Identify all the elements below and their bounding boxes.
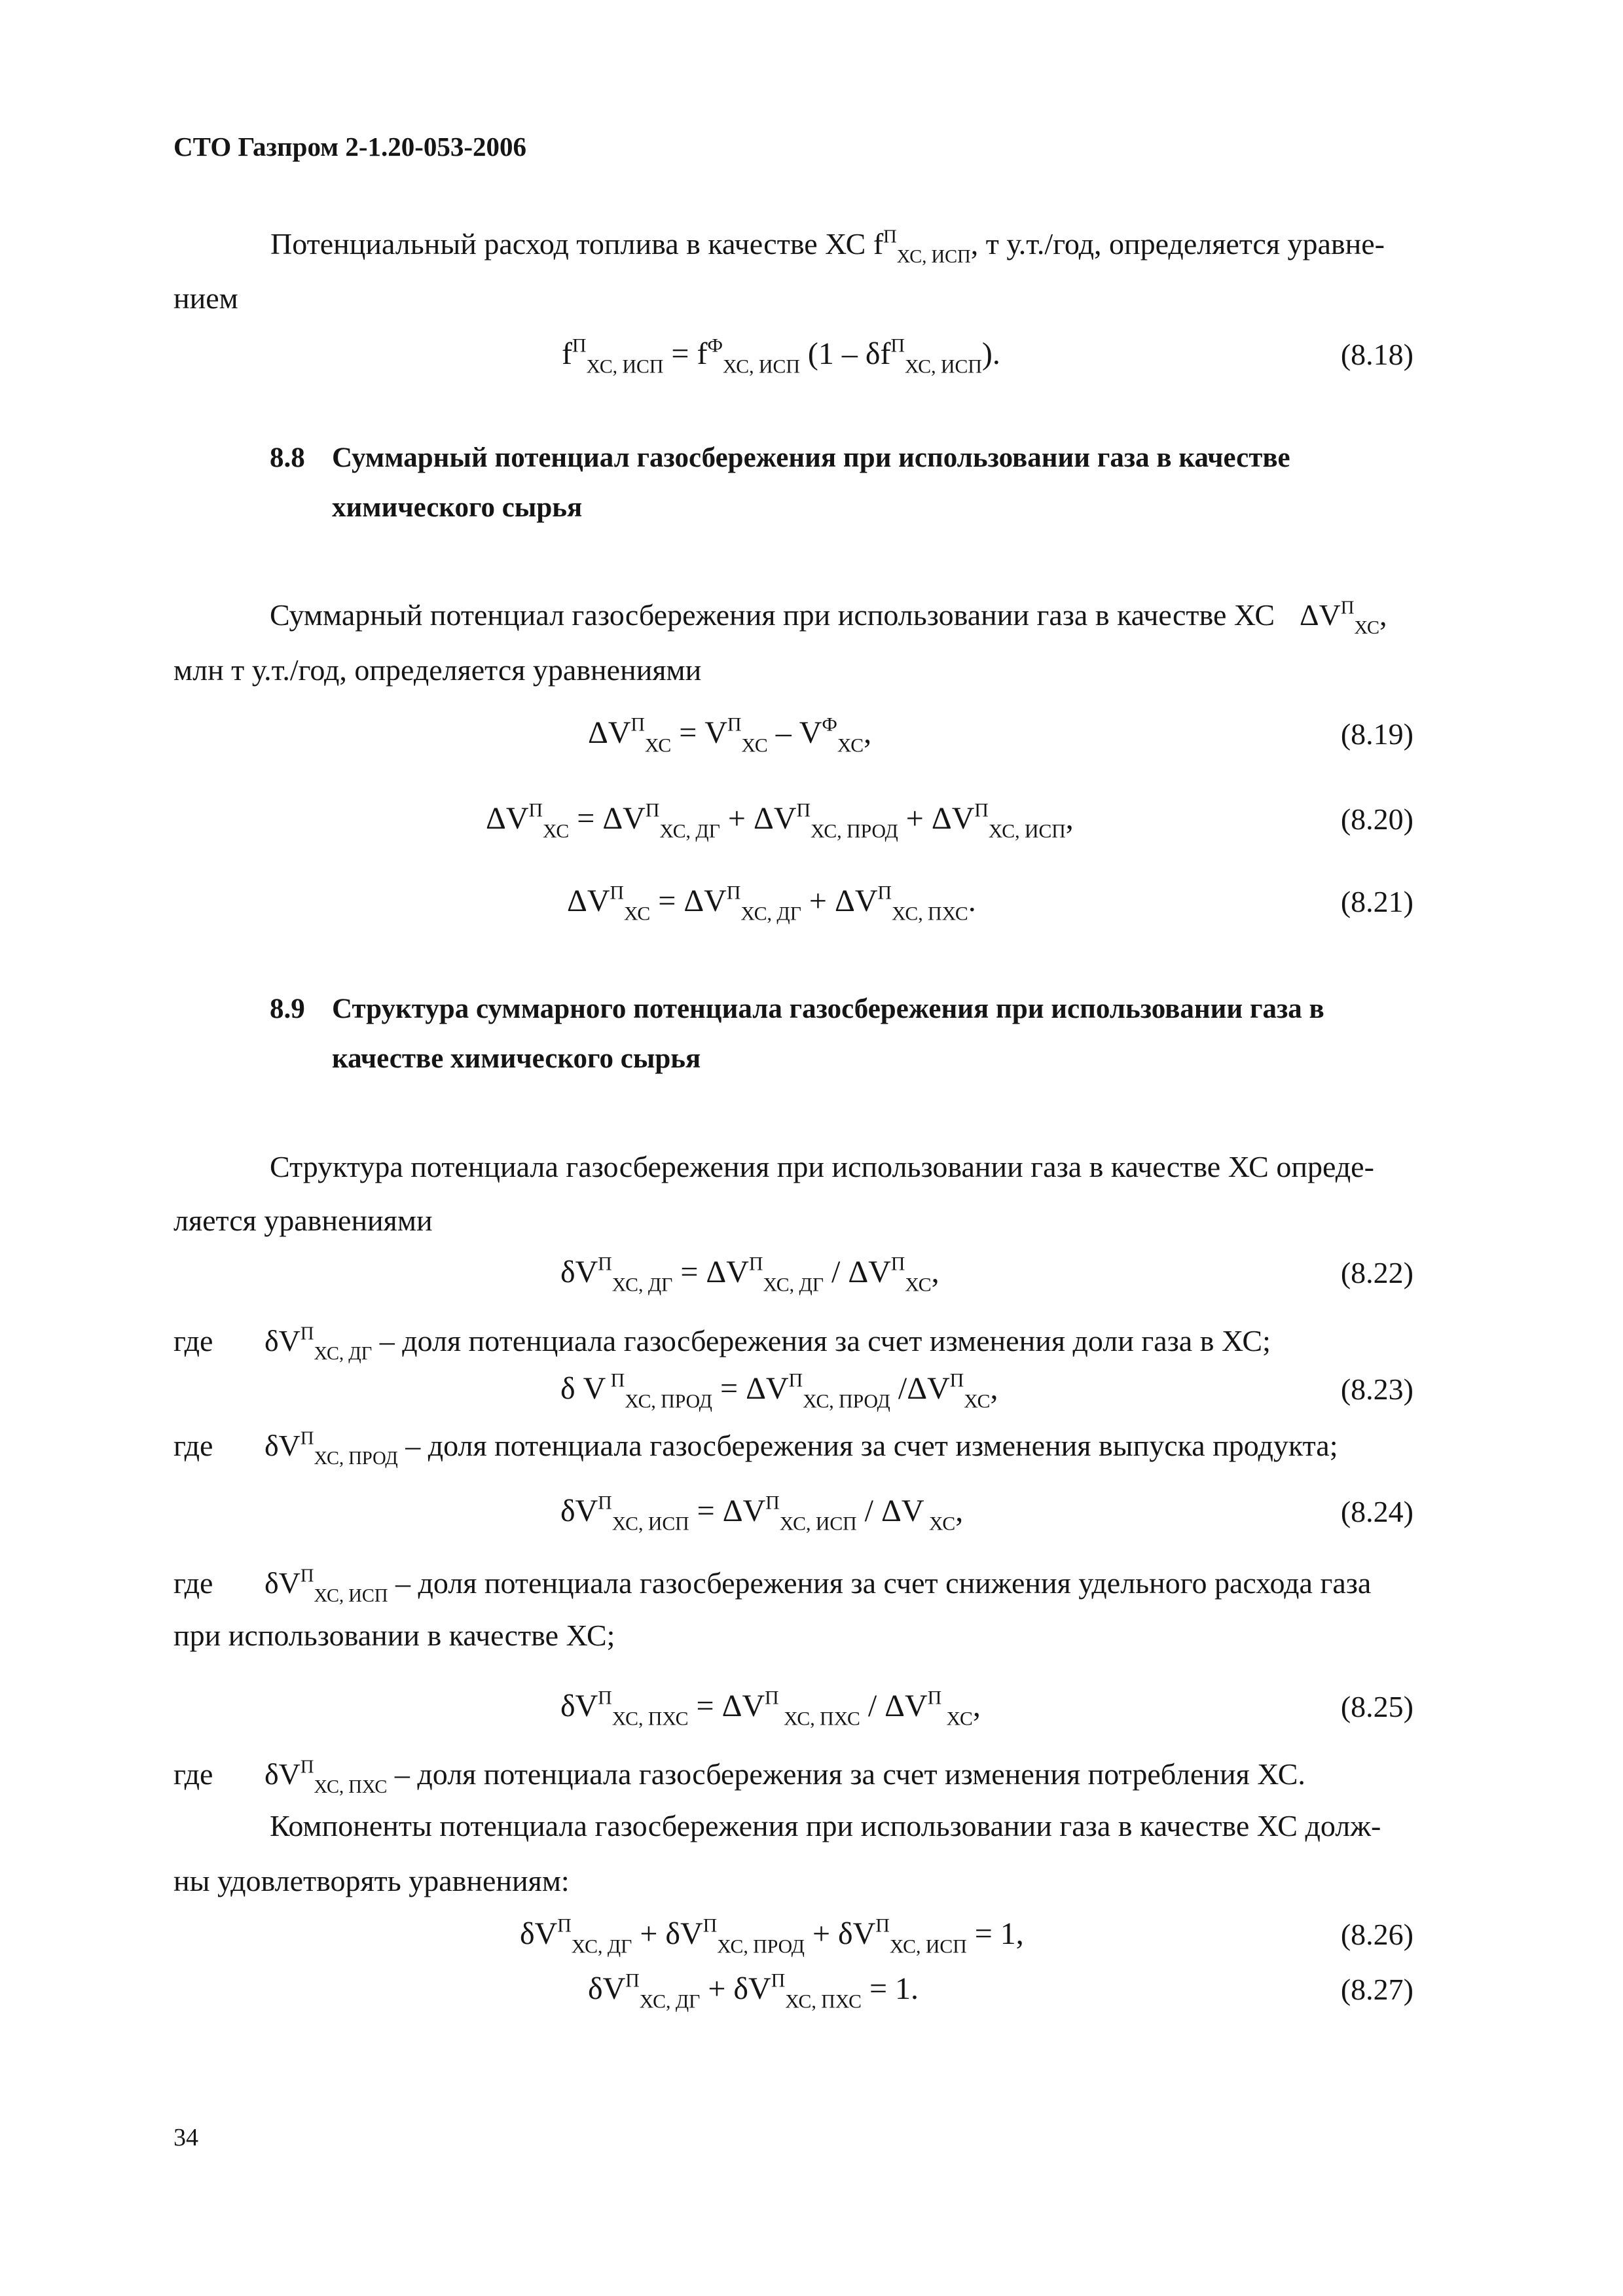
equation-number: (8.24) xyxy=(1340,1495,1413,1528)
paragraph-structure: Структура потенциала газосбережения при использовании газа в качестве ХС опреде- xyxy=(270,1150,1374,1183)
formula-8-24: $\delta V^П_{ХС, ИСП} = \Delta V^П_{ХС, ИСП} / \Delta V$ $_{ХС}$, xyxy=(560,1492,964,1535)
equation-number: (8.18) xyxy=(1340,338,1413,371)
where-label: где xyxy=(173,1566,213,1600)
paragraph-text: Потенциальный расход топлива в качестве ХС xyxy=(270,227,866,260)
where-label: где xyxy=(173,1757,213,1791)
paragraph-text: , т у.т./год, определяется уравне- xyxy=(970,227,1385,260)
equation-number: (8.27) xyxy=(1340,1973,1413,2006)
paragraph-continuation: нием xyxy=(173,281,238,315)
section-title-line-2: качестве химического сырья xyxy=(332,1043,701,1074)
symbol-f: $f^П_{ХС, ИСП}$ xyxy=(873,226,971,267)
where-label: где xyxy=(173,1429,213,1462)
section-title-line-1: Структура суммарного потенциала газосбережения при использовании газа в xyxy=(332,994,1324,1024)
paragraph-continuation: ны удовлетворять уравнениям: xyxy=(173,1864,570,1897)
formula-8-22: $\delta V^П_{ХС, ДГ} = \Delta V^П_{ХС, ДГ} / \Delta V^П_{ХС}$, xyxy=(560,1253,939,1296)
formula-8-25: $\delta V^П_{ХС, ПХС} = \Delta V^П$ $_{ХС, ПХС} / \Delta V^П$ $_{ХС}$, xyxy=(560,1687,981,1730)
where-label: где xyxy=(173,1324,213,1357)
formula-8-23: δ V $^П_{ХС, ПРОД} = \Delta V^П_{ХС, ПРОД}$ $/\Delta V^П_{ХС}$, xyxy=(560,1369,998,1412)
formula-8-18: $f^П_{ХС, ИСП} = f^Ф_{ХС, ИСП}$ $(1 - \delta f^П_{ХС, ИСП})$. xyxy=(562,334,1000,378)
section-title-line-1: Суммарный потенциал газосбережения при использовании газа в качестве xyxy=(332,442,1290,473)
paragraph-continuation: млн т у.т./год, определяется уравнениями xyxy=(173,653,702,687)
symbol-delta-v: $\Delta V^П_{ХС}$, xyxy=(1300,598,1387,638)
where-definition-phs: $\delta V^П_{ХС, ПХС}$ – доля потенциала газосбережения за счет изменения потребления ХС. xyxy=(264,1757,1305,1797)
paragraph-continuation: ляется уравнениями xyxy=(173,1204,433,1237)
document-header: СТО Газпром 2-1.20-053-2006 xyxy=(173,132,527,162)
section-number: 8.9 xyxy=(270,994,305,1024)
paragraph-continuation: при использовании в качестве ХС; xyxy=(173,1619,615,1652)
where-definition-dg: $\delta V^П_{ХС, ДГ}$ – доля потенциала газосбережения за счет изменения доли газа в ХС; xyxy=(264,1323,1271,1364)
section-number: 8.8 xyxy=(270,442,305,473)
formula-8-27: $\delta V^П_{ХС, ДГ} + \delta V^П_{ХС, ПХС} = 1$. xyxy=(588,1969,919,2013)
equation-number: (8.25) xyxy=(1340,1690,1413,1723)
paragraph-components: Компоненты потенциала газосбережения при использовании газа в качестве ХС долж- xyxy=(270,1809,1381,1842)
formula-8-21: $\Delta V^П_{ХС} = \Delta V^П_{ХС, ДГ} + \Delta V^П_{ХС, ПХС}$. xyxy=(567,882,976,925)
section-title-line-2: химического сырья xyxy=(332,492,583,523)
formula-8-20: $\Delta V^П_{ХС} = \Delta V^П_{ХС, ДГ} + \Delta V^П_{ХС, ПРОД} + \Delta V^П_{ХС, ИСП}$, xyxy=(486,799,1074,842)
page-number: 34 xyxy=(173,2124,198,2151)
equation-number: (8.19) xyxy=(1340,717,1413,751)
formula-8-19: $\Delta V^П_{ХС} = V^П_{ХС} - V^Ф_{ХС}$, xyxy=(588,713,872,757)
equation-number: (8.23) xyxy=(1340,1372,1413,1406)
equation-number: (8.20) xyxy=(1340,802,1413,836)
paragraph-total-potential: Суммарный потенциал газосбережения при использовании газа в качестве ХС $\Delta V^П_{ХС}$, xyxy=(270,598,1387,638)
where-definition-isp: $\delta V^П_{ХС, ИСП}$ – доля потенциала газосбережения за счет снижения удельного расхода газа xyxy=(264,1566,1372,1606)
formula-8-26: $\delta V^П_{ХС, ДГ} + \delta V^П_{ХС, ПРОД} + \delta V^П_{ХС, ИСП} = 1$, xyxy=(520,1914,1024,1958)
equation-number: (8.21) xyxy=(1340,885,1413,918)
where-definition-prod: $\delta V^П_{ХС, ПРОД}$ – доля потенциала газосбережения за счет изменения выпуска продукта; xyxy=(264,1428,1338,1469)
equation-number: (8.26) xyxy=(1340,1918,1413,1951)
paragraph-fuel-potential xyxy=(173,226,1450,267)
equation-number: (8.22) xyxy=(1340,1256,1413,1289)
